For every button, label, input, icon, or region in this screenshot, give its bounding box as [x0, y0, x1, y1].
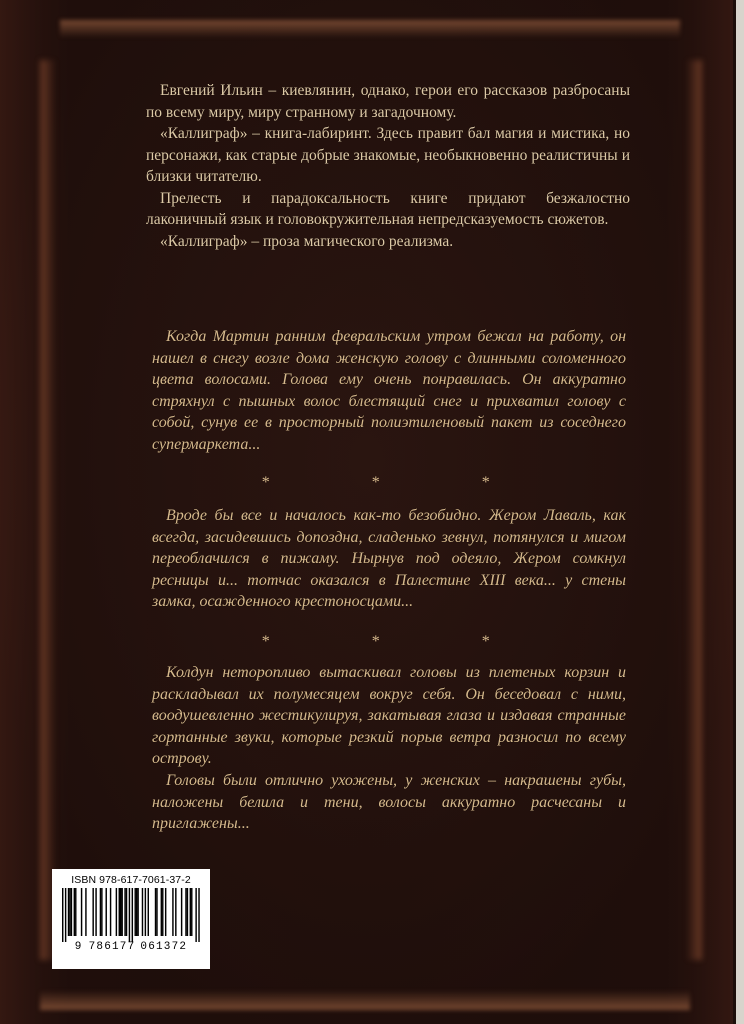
barcode-bar — [62, 888, 63, 942]
worn-edge-bottom — [40, 990, 690, 1010]
barcode-bar — [162, 888, 163, 936]
ean-digits — [58, 941, 204, 953]
barcode-bar — [69, 888, 70, 936]
excerpt-paragraph: Вроде бы все и началось как-то безобидно. Жером Лаваль, как всегда, засидевшись допоздна, сладенько зевнул, потянулся и мигом переоблачился в пижаму. Нырнув под одеяло, Жером сомкнул ресницы и... тотчас оказался в Палестине XIII века... у стены замка, осажденного крестоносцами... — [152, 507, 626, 611]
barcode-bar — [161, 888, 162, 936]
excerpt-sorcerer — [152, 662, 626, 835]
separator-star: * — [371, 474, 379, 491]
barcode-bar — [126, 888, 127, 936]
description-paragraph: Евгений Ильин – киевлянин, однако, герои его рассказов разбросаны по всему миру, миру странному и загадочному. — [146, 82, 630, 121]
barcode-bar — [124, 888, 125, 936]
barcode-bar — [110, 888, 111, 936]
barcode-bar — [137, 888, 138, 936]
barcode-bar — [198, 888, 199, 942]
barcode-bar — [132, 888, 133, 942]
barcode-bar — [185, 888, 186, 936]
barcode-bar — [95, 888, 96, 936]
barcode-bar — [142, 888, 143, 936]
worn-edge-top — [60, 20, 680, 38]
section-separator — [260, 633, 490, 651]
isbn-number: ISBN 978-617-7061-37-2 — [71, 874, 191, 886]
description-paragraph: «Каллиграф» – проза магического реализма. — [160, 232, 454, 250]
separator-star: * — [261, 474, 269, 491]
excerpt-jerome — [152, 505, 626, 613]
barcode-bar — [68, 888, 69, 936]
barcode-bar — [116, 888, 117, 936]
barcode-bar — [74, 888, 75, 936]
barcode-bar — [181, 888, 182, 936]
barcode-bars — [58, 888, 204, 942]
barcode-bar — [65, 888, 66, 942]
barcode-bar — [121, 888, 122, 936]
barcode-bar — [81, 888, 82, 936]
book-description — [146, 80, 630, 252]
barcode-bar — [136, 888, 137, 936]
separator-star: * — [481, 633, 489, 650]
excerpt-paragraph: Головы были отлично ухожены, у женских – накрашены губы, наложены белила и тени, волосы аккуратно расчесаны и приглажены... — [152, 771, 626, 833]
barcode-bar — [101, 888, 102, 936]
barcode-bar — [75, 888, 76, 936]
barcode-bar — [187, 888, 188, 936]
barcode-bar — [156, 888, 157, 936]
barcode-bar — [175, 888, 176, 936]
excerpt-paragraph: Когда Мартин ранним февральским утром бежал на работу, он нашел в снегу возле дома женскую голову с длинными соломенного цвета волосами. Голова ему очень понравилась. Он аккуратно стряхнул с пышных волос блестящий снег и прихватил голову с собой, сунув ее в просторный полиэтиленовый пакет из соседнего супермаркета... — [152, 328, 626, 453]
barcode-bar — [119, 888, 120, 936]
description-paragraph: Прелесть и парадоксальность книге придают безжалостно лаконичный язык и головокружительная непредсказуемость сюжетов. — [146, 189, 630, 228]
excerpt-martin — [152, 326, 626, 456]
barcode-bar — [71, 888, 72, 936]
barcode-bar — [165, 888, 166, 936]
description-paragraph: «Каллиграф» – книга-лабиринт. Здесь правит бал магия и мистика, но персонажи, как старые добрые знакомые, необыкновенно реалистичны и близки читателю. — [146, 125, 630, 185]
barcode-bar — [172, 888, 173, 936]
barcode-bar — [148, 888, 149, 936]
separator-star: * — [371, 633, 379, 650]
ean-right-group: 061372 — [140, 941, 188, 953]
worn-edge-right — [686, 60, 702, 960]
barcode-bar — [92, 888, 93, 936]
excerpt-paragraph: Колдун неторопливо вытаскивал головы из плетеных корзин и раскладывал их полумесяцем вокруг себя. Он беседовал с ними, воодушевленно жестикулируя, закатывая глаза и издавая странные гортанные звуки, которые резкий порыв ветра разносил по всему острову. — [152, 664, 626, 768]
barcode-bar — [135, 888, 136, 936]
barcode-bar — [129, 888, 130, 942]
worn-edge-left — [40, 60, 56, 960]
barcode-bar — [100, 888, 101, 936]
separator-star: * — [261, 633, 269, 650]
ean-left-group: 786177 — [88, 941, 136, 953]
barcode-bar — [191, 888, 192, 936]
barcode-bar — [155, 888, 156, 936]
isbn-barcode-label — [52, 869, 210, 969]
barcode-bar — [120, 888, 121, 936]
barcode-bar — [106, 888, 107, 936]
barcode-bar — [145, 888, 146, 936]
barcode-bar — [190, 888, 191, 936]
ean-first-digit: 9 — [74, 941, 83, 953]
barcode-bar — [85, 888, 86, 936]
separator-star: * — [481, 474, 489, 491]
section-separator — [260, 474, 490, 492]
barcode-bar — [195, 888, 196, 942]
